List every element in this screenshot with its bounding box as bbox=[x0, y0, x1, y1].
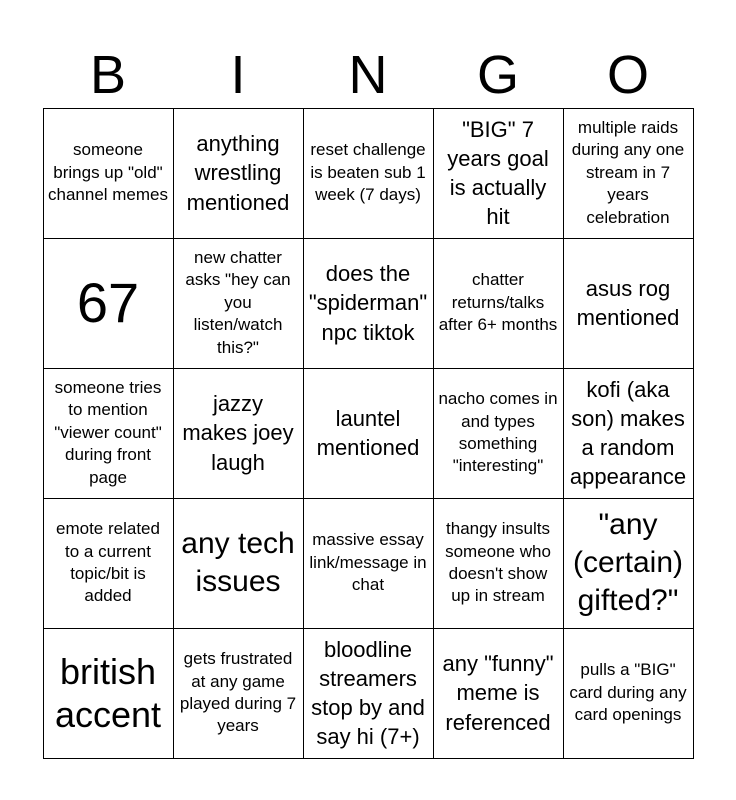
bingo-cell-text: kofi (aka son) makes a random appearance bbox=[569, 376, 687, 490]
header-letter-i: I bbox=[230, 45, 246, 105]
header-letter-o: O bbox=[606, 45, 649, 105]
bingo-cell[interactable] bbox=[563, 628, 694, 759]
bingo-cell[interactable] bbox=[173, 498, 304, 629]
bingo-cell-text: any "funny" meme is referenced bbox=[442, 651, 554, 735]
bingo-cell[interactable] bbox=[433, 108, 564, 239]
bingo-cell[interactable] bbox=[173, 108, 304, 239]
bingo-cell-text: 67 bbox=[76, 270, 140, 334]
bingo-cell-text: anything wrestling mentioned bbox=[186, 131, 290, 215]
bingo-cell-text: does the "spiderman" npc tiktok bbox=[308, 261, 428, 345]
bingo-cell-text: reset challenge is beaten sub 1 week (7 days) bbox=[310, 140, 426, 205]
bingo-cell-text: "any (certain) gifted?" bbox=[572, 507, 684, 618]
bingo-cell-text: chatter returns/talks after 6+ months bbox=[438, 270, 558, 335]
bingo-cell[interactable] bbox=[303, 628, 434, 759]
bingo-cell-text: pulls a "BIG" card during any card openings bbox=[569, 660, 687, 725]
bingo-cell[interactable] bbox=[43, 238, 174, 369]
bingo-cell[interactable] bbox=[43, 368, 174, 499]
header-letter-b: B bbox=[89, 45, 127, 105]
bingo-cell[interactable] bbox=[563, 368, 694, 499]
bingo-cell[interactable] bbox=[433, 628, 564, 759]
bingo-cell-text: "BIG" 7 years goal is actually hit bbox=[447, 116, 549, 230]
bingo-cell-text: new chatter asks "hey can you listen/watch this?" bbox=[185, 247, 291, 357]
bingo-grid bbox=[43, 108, 693, 758]
bingo-cell-text: launtel mentioned bbox=[316, 405, 420, 460]
bingo-cell-text: bloodline streamers stop by and say hi (7+) bbox=[311, 636, 425, 750]
bingo-cell[interactable] bbox=[563, 238, 694, 369]
bingo-cell[interactable] bbox=[173, 238, 304, 369]
bingo-cell[interactable] bbox=[43, 498, 174, 629]
bingo-cell[interactable] bbox=[303, 238, 434, 369]
bingo-cell-text: gets frustrated at any game played during 7 years bbox=[179, 649, 297, 736]
bingo-header bbox=[43, 42, 693, 108]
header-letter-n: N bbox=[348, 45, 388, 105]
bingo-cell[interactable] bbox=[433, 368, 564, 499]
bingo-cell-text: someone tries to mention "viewer count" during front page bbox=[54, 377, 162, 487]
bingo-cell[interactable] bbox=[563, 498, 694, 629]
bingo-cell[interactable] bbox=[433, 238, 564, 369]
bingo-cell-text: asus rog mentioned bbox=[576, 275, 680, 330]
bingo-cell[interactable] bbox=[43, 628, 174, 759]
bingo-cell[interactable] bbox=[173, 368, 304, 499]
bingo-cell-text: emote related to a current topic/bit is added bbox=[56, 519, 160, 606]
bingo-cell[interactable] bbox=[303, 108, 434, 239]
bingo-cell[interactable] bbox=[563, 108, 694, 239]
bingo-cell-text: nacho comes in and types something "interesting" bbox=[438, 389, 558, 476]
bingo-cell-text: thangy insults someone who doesn't show up in stream bbox=[445, 519, 551, 606]
bingo-cell-text: massive essay link/message in chat bbox=[309, 530, 427, 595]
header-letter-g: G bbox=[476, 45, 519, 105]
bingo-cell[interactable] bbox=[303, 368, 434, 499]
bingo-cell-text: any tech issues bbox=[181, 526, 295, 598]
bingo-cell-text: british accent bbox=[54, 650, 162, 735]
bingo-cell-text: someone brings up "old" channel memes bbox=[48, 140, 169, 205]
bingo-cell-text: multiple raids during any one stream in 7 years celebration bbox=[571, 117, 685, 227]
bingo-cell[interactable] bbox=[433, 498, 564, 629]
bingo-cell[interactable] bbox=[173, 628, 304, 759]
bingo-cell-text: jazzy makes joey laugh bbox=[182, 391, 294, 475]
bingo-cell[interactable] bbox=[303, 498, 434, 629]
bingo-cell[interactable] bbox=[43, 108, 174, 239]
